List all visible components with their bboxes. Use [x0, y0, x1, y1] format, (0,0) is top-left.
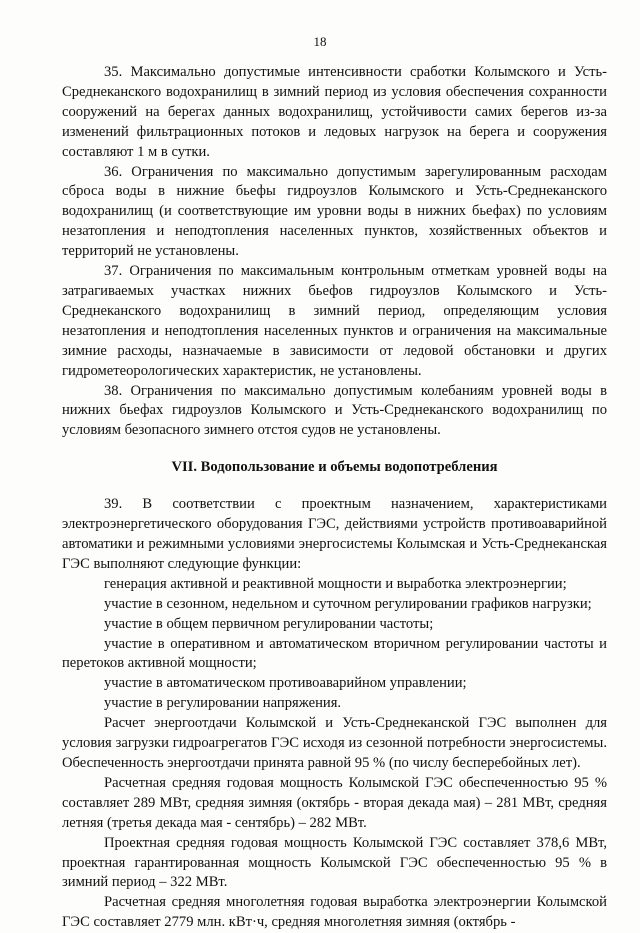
function-item: участие в регулировании напряжения. [104, 695, 342, 712]
function-item: участие в оперативном и автоматическом вторичном регулировании частоты и перетоков активной мощности; [62, 635, 607, 672]
paragraph-37: 37. Ограничения по максимальным контрольным отметкам уровней воды на затрагиваемых участках нижних бьефов гидроузлов Колымского и Усть-Среднеканского водохранилищ в зимний период, определяющим условия незатопления и неподтопления населенных пунктов и ограничения на максимальные зимние расходы, назначаемые в зависимости от ледовой обстановки и других гидрометеорологических характеристик, не установлены. [62, 263, 607, 379]
page-content [62, 63, 607, 933]
paragraph-36: 36. Ограничения по максимально допустимым зарегулированным расходам сброса воды в нижние бьефы гидроузлов Колымского и Усть-Среднеканского водохранилищ (и соответствующие им уровни воды в нижних бьефах) по условиям незатопления и неподтопления населенных пунктов, хозяйственных объектов и территорий не установлены. [62, 163, 607, 260]
paragraph-annual-output: Расчетная средняя многолетняя годовая выработка электроэнергии Колымской ГЭС составляет 2779 млн. кВт·ч, средняя многолетняя зимняя (октябрь - [62, 894, 607, 931]
page-number: 18 [313, 34, 327, 49]
section-heading: VII. Водопользование и объемы водопотребления [171, 459, 498, 476]
paragraph-39: 39. В соответствии с проектным назначением, характеристиками электроэнергетического оборудования ГЭС, действиями устройств противоаварийной автоматики и режимными условиями энергосистемы Колымская и Усть-Среднеканская ГЭС выполняют следующие функции: [62, 496, 607, 572]
paragraph-energy-calculation: Расчет энергоотдачи Колымской и Усть-Среднеканской ГЭС выполнен для условия загрузки гидроагрегатов ГЭС исходя из сезонной потребности энергосистемы. Обеспеченность энергоотдачи принята равной 95 % (по числу бесперебойных лет). [62, 715, 607, 771]
paragraph-38: 38. Ограничения по максимально допустимым колебаниям уровней воды в нижних бьефах гидроузлов Колымского и Усть-Среднеканского водохранилищ по условиям безопасного зимнего отстоя судов не установлены. [62, 382, 607, 439]
paragraph-35: 35. Максимально допустимые интенсивности сработки Колымского и Усть-Среднеканского водохранилищ в зимний период из условия обеспечения сохранности сооружений на берегах данных водохранилищ, устойчивости самих берегов из-за изменений фильтрационных потоков и ледовых нагрузок на берега и сооружения составляют 1 м в сутки. [62, 64, 607, 160]
function-item: участие в сезонном, недельном и суточном регулировании графиков нагрузки; [104, 595, 592, 612]
paragraph-calculated-power: Расчетная средняя годовая мощность Колымской ГЭС обеспеченностью 95 % составляет 289 МВт, средняя зимняя (октябрь - вторая декада мая) – 281 МВт, средняя летняя (третья декада мая - сентябрь) – 282 МВт. [62, 774, 607, 831]
function-item: участие в общем первичном регулировании частоты; [104, 615, 434, 632]
function-item: генерация активной и реактивной мощности и выработка электроэнергии; [104, 575, 567, 592]
function-item: участие в автоматическом противоаварийном управлении; [104, 675, 467, 692]
paragraph-design-power: Проектная средняя годовая мощность Колымской ГЭС составляет 378,6 МВт, проектная гарантированная мощность Колымской ГЭС обеспеченностью 95 % в зимний период – 322 МВт. [62, 834, 607, 891]
